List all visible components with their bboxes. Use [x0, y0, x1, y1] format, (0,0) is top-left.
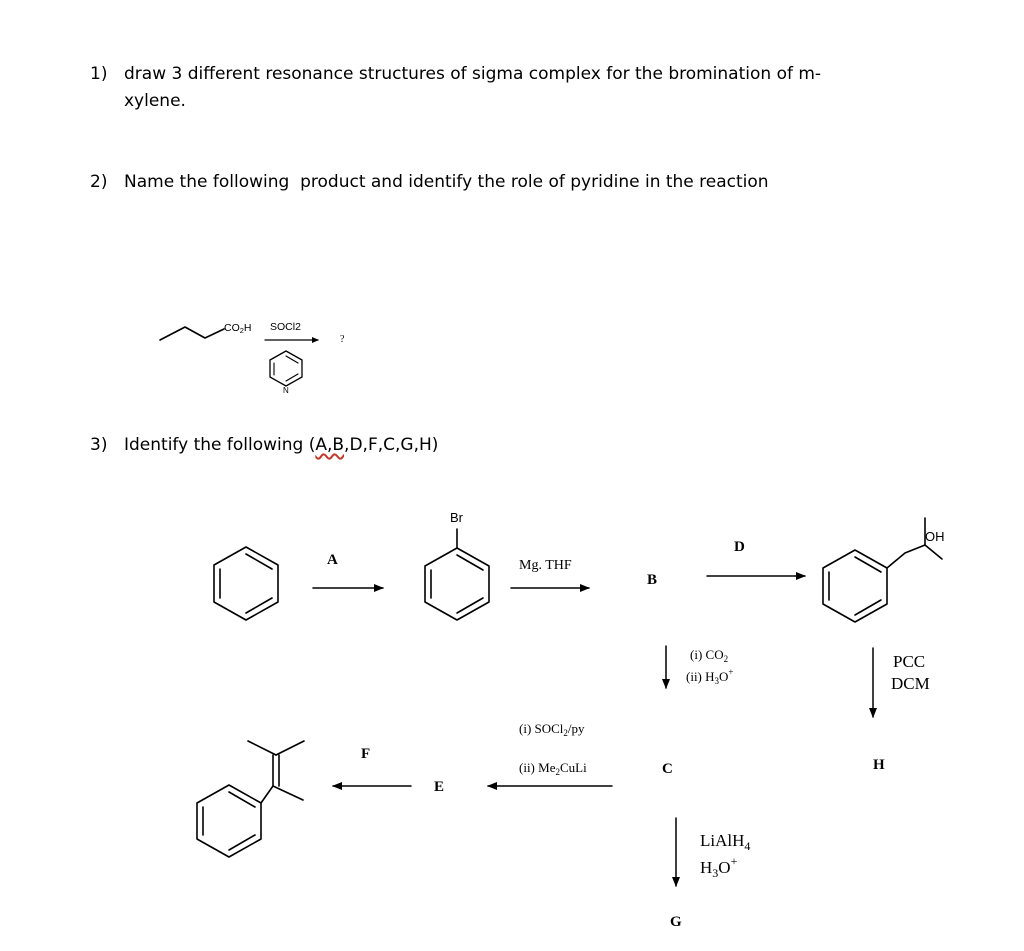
question-1-line-2: xylene.: [124, 91, 186, 111]
reagent-socl2-py: (i) SOCl$_2$/py: [519, 721, 585, 738]
reagent-h3o: (ii) $H_3O^+$: [686, 667, 734, 686]
alcohol-phenyl-ring: [823, 550, 887, 622]
reagent-h3o-workup: $H_3O^+$: [700, 854, 738, 880]
question-1-number: 1): [90, 64, 108, 84]
alkene-terminal-methyl-right: [276, 741, 304, 755]
question-3-number: 3): [90, 435, 108, 455]
thionyl-chloride-label: SOCl2: [270, 321, 301, 333]
label-a: A: [327, 552, 338, 568]
alcohol-methyl-down: [925, 545, 942, 559]
carboxylic-acid-label: CO2H: [224, 322, 252, 335]
label-d: D: [734, 539, 745, 555]
alkene-ring-to-carbon: [261, 786, 273, 803]
bromobenzene-double-bond-1: [457, 555, 483, 570]
benzene-start-double-bond-1: [246, 554, 272, 569]
alcohol-side-chain: [887, 545, 925, 568]
alcohol-phenyl-double-bond-1: [855, 557, 881, 572]
question-3-underlined-letters: A,B: [315, 435, 345, 455]
benzene-start: [214, 547, 278, 620]
bromine-label: Br: [450, 510, 463, 525]
unknown-product: ?: [340, 334, 345, 345]
question-3-suffix: ,D,F,C,G,H): [344, 435, 439, 455]
label-e: E: [434, 779, 445, 795]
alkene-methyl: [273, 786, 303, 800]
benzene-start-double-bond-2: [246, 598, 272, 613]
question-3-prefix: Identify the following (: [124, 435, 316, 455]
alkene-phenyl-double-bond-2: [229, 835, 255, 850]
bromobenzene-ring: [425, 548, 489, 620]
label-b: B: [647, 572, 658, 588]
pyridine-nitrogen: N: [283, 386, 289, 395]
bromobenzene-double-bond-2: [457, 598, 483, 613]
reagent-dcm: DCM: [891, 674, 930, 693]
question-2-number: 2): [90, 172, 108, 192]
butanoic-acid-chain: [160, 327, 224, 340]
reagent-lialh4: LiAlH$_4$: [700, 831, 751, 853]
question-2-text: Name the following product and identify the role of pyridine in the reaction: [124, 172, 769, 192]
alkene-phenyl-double-bond-1: [229, 792, 255, 807]
reagent-co2: (i) $CO_2$: [690, 647, 729, 664]
question-1-line-1: draw 3 different resonance structures of sigma complex for the bromination of m-: [124, 64, 822, 84]
reagent-mg-thf: Mg. THF: [519, 558, 572, 573]
reagent-me2culi: (ii) $Me_2CuLi$: [519, 760, 587, 777]
label-h: H: [873, 757, 885, 773]
alcohol-phenyl-double-bond-2: [855, 600, 881, 615]
reagent-pcc: PCC: [893, 652, 926, 671]
hydroxyl-label: OH: [925, 529, 945, 544]
alkene-phenyl-ring: [197, 785, 261, 857]
label-g: G: [670, 914, 682, 930]
label-c: C: [662, 761, 673, 777]
alkene-terminal-methyl-left: [248, 741, 276, 755]
label-f: F: [361, 746, 371, 762]
